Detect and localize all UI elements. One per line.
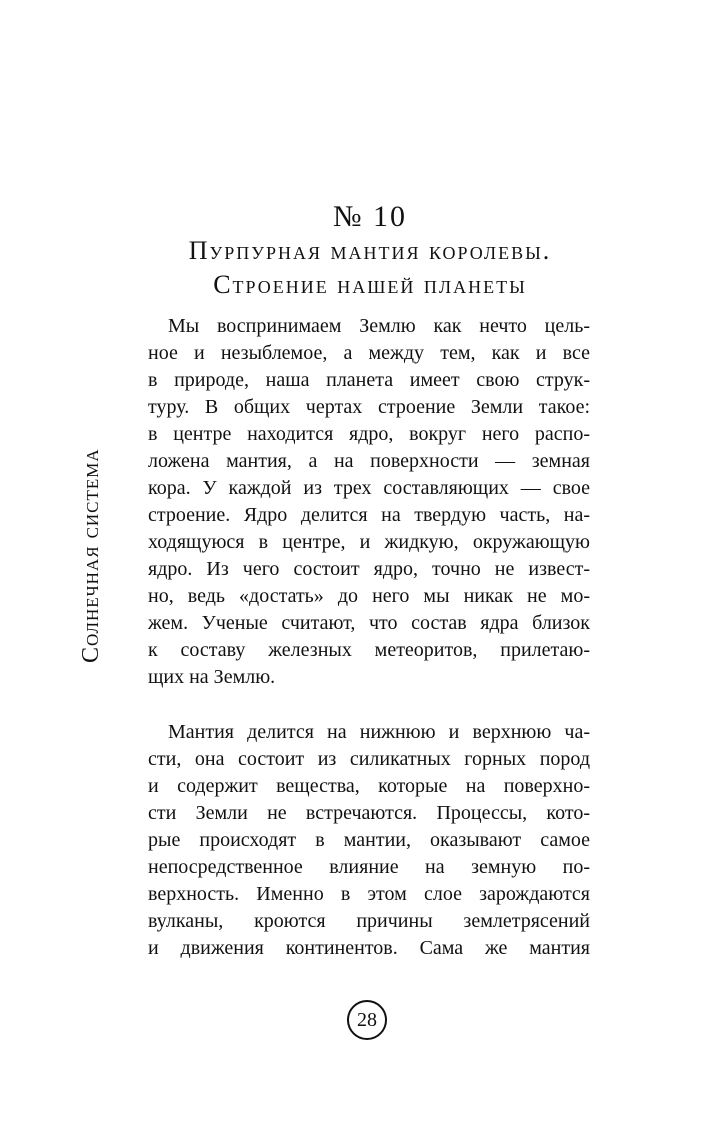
text-line: но, ведь «достать» до него мы никак не мо- [148,585,590,607]
text-line: строение. Ядро делится на твердую часть, на- [148,504,590,526]
text-line: и содержит вещества, которые на поверхно- [148,775,590,797]
text-line: вулканы, кроются причины землетрясений [148,910,590,932]
text-line: щих на Землю. [148,666,276,688]
chapter-title-line-1: Пурпурная мантия королевы. [188,236,552,265]
paragraph-2 [148,719,590,962]
text-line: ложена мантия, а на поверхности — земная [148,450,590,472]
text-line: непосредственное влияние на земную по- [148,856,590,878]
page-number-badge: 28 [347,1000,387,1040]
text-line: ядро. Из чего состоит ядро, точно не извест- [148,558,590,580]
text-line: ное и незыблемое, а между тем, как и все [148,342,590,364]
text-line: и движения континентов. Сама же мантия [148,937,590,959]
paragraph-1 [148,313,590,691]
text-line: в природе, наша планета имеет свою струк- [148,369,590,391]
text-line: верхность. Именно в этом слое зарождаются [148,883,590,905]
text-line: сти, она состоит из силикатных горных пород [148,748,590,770]
text-line: кора. У каждой из трех составляющих — свое [148,477,590,499]
body-text [148,313,590,990]
chapter-number: № 10 [332,200,408,233]
chapter-heading [140,200,600,302]
text-line: к составу железных метеоритов, прилетаю- [148,639,590,661]
text-line: сти Земли не встречаются. Процессы, кото- [148,802,590,824]
chapter-title-line-2: Строение нашей планеты [213,270,527,299]
text-line: в центре находится ядро, вокруг него распо- [148,423,590,445]
text-line: жем. Ученые считают, что состав ядра близок [148,612,590,634]
text-line: рые происходят в мантии, оказывают самое [148,829,590,851]
running-header-section-title: Солнечная система [78,448,104,663]
text-line: туру. В общих чертах строение Земли такое: [148,396,590,418]
text-line: ходящуюся в центре, и жидкую, окружающую [148,531,590,553]
text-line: Мантия делится на нижнюю и верхнюю ча- [168,721,590,743]
text-line: Мы воспринимаем Землю как нечто цель- [168,315,590,337]
